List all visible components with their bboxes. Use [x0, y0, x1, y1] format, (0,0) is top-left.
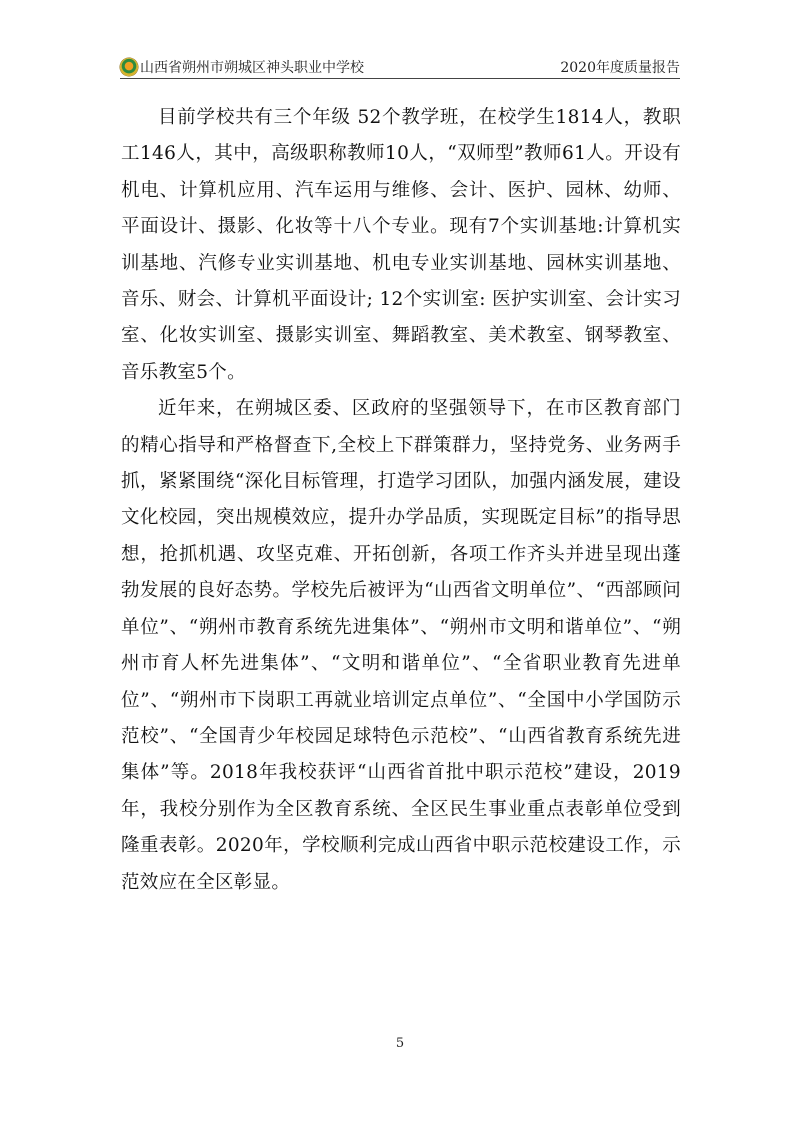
paragraph-school-overview: 目前学校共有三个年级 52个教学班，在校学生1814人，教职工146人，其中，高级职称教师10人，“双师型”教师61人。开设有机电、计算机应用、汽车运用与维修、会计、医护、园林、幼师、平面设计、摄影、化妆等十八个专业。现有7个实训基地:计算机实训基地、汽修专业实训基地、机电专业实训基地、园林实训基地、音乐、财会、计算机平面设计; 12个实训室: 医护实训室、会计实习室、化妆实训室、摄影实训室、舞蹈教室、美术教室、钢琴教室、音乐教室5个。 [121, 107, 681, 383]
header-divider [120, 78, 680, 79]
header-school-name: 山西省朔州市朔城区神头职业中学校 [140, 60, 364, 76]
page-number: 5 [395, 1036, 405, 1051]
header-report-title: 2020年度质量报告 [560, 60, 680, 76]
document-body [121, 100, 681, 901]
school-emblem-icon [120, 58, 138, 76]
paragraph-achievements: 近年来，在朔城区委、区政府的坚强领导下，在市区教育部门的精心指导和严格督查下,全校上下群策群力，坚持党务、业务两手抓，紧紧围绕“深化目标管理，打造学习团队，加强内涵发展，建设文化校园，突出规模效应，提升办学品质，实现既定目标”的指导思想，抢抓机遇、攻坚克难、开拓创新，各项工作齐头并进呈现出蓬勃发展的良好态势。学校先后被评为“山西省文明单位”、“西部顾问单位”、“朔州市教育系统先进集体”、“朔州市文明和谐单位”、“朔州市育人杯先进集体”、“文明和谐单位”、“全省职业教育先进单位”、“朔州市下岗职工再就业培训定点单位”、“全国中小学国防示范校”、“全国青少年校园足球特色示范校”、“山西省教育系统先进集体”等。2018年我校获评“山西省首批中职示范校”建设，2019年，我校分别作为全区教育系统、全区民生事业重点表彰单位受到隆重表彰。2020年，学校顺利完成山西省中职示范校建设工作，示范效应在全区彰显。 [121, 398, 681, 893]
